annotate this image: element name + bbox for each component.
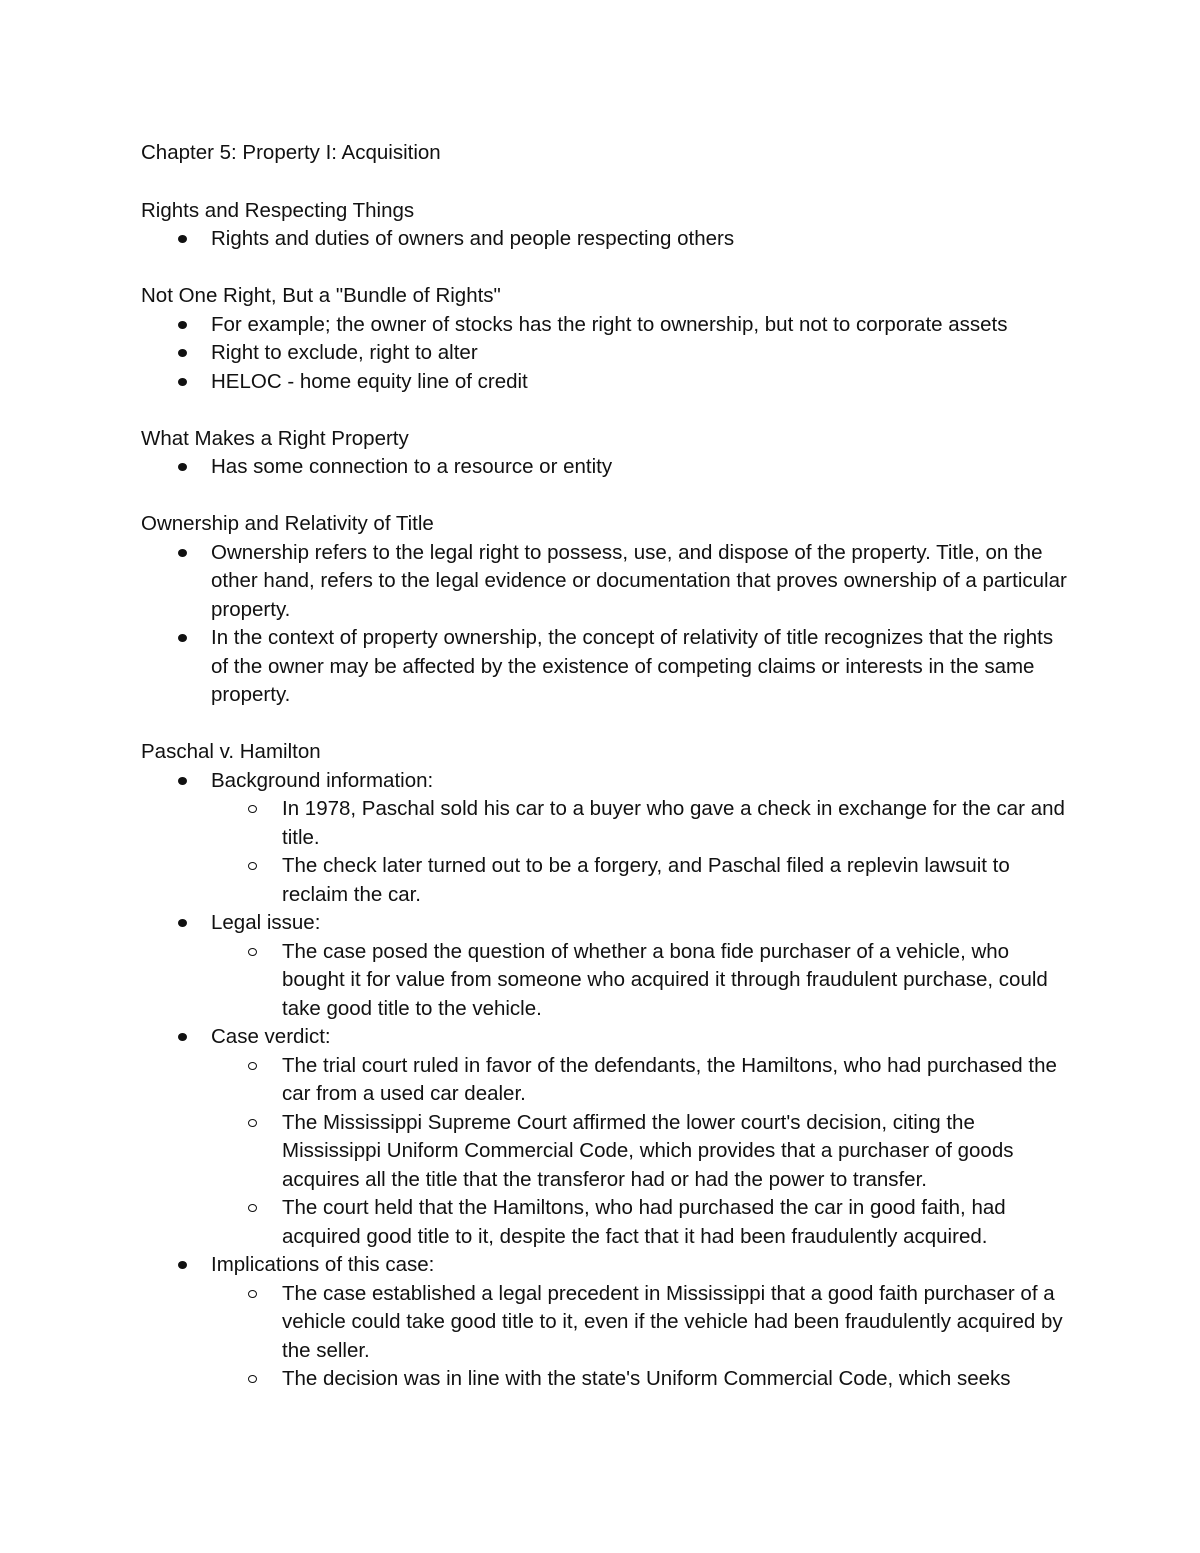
section [141, 197, 1071, 254]
list-item [141, 225, 1071, 254]
list-item-text: Has some connection to a resource or entity [211, 453, 1071, 482]
sub-bullet-list [211, 938, 1071, 1024]
list-item [141, 1251, 1071, 1394]
sub-list-item-text: The case posed the question of whether a bona fide purchaser of a vehicle, who bought it for value from someone who acquired it through fraudulent purchase, could take good title to the vehicle. [282, 938, 1071, 1024]
sub-list-item [211, 1052, 1071, 1109]
list-item [141, 539, 1071, 625]
list-item [141, 339, 1071, 368]
sub-list-item-text: The Mississippi Supreme Court affirmed the lower court's decision, citing the Mississippi Uniform Commercial Code, which provides that a purchaser of goods acquires all the title that the transferor had or had the power to transfer. [282, 1109, 1071, 1195]
section-heading: What Makes a Right Property [141, 426, 409, 450]
list-item-text: Legal issue: [211, 909, 1071, 938]
sub-list-item [211, 1365, 1071, 1394]
list-item-text: HELOC - home equity line of credit [211, 368, 1071, 397]
section [141, 738, 1071, 1394]
section-heading: Paschal v. Hamilton [141, 740, 321, 763]
sub-list-item [211, 795, 1071, 852]
list-item-text: For example; the owner of stocks has the right to ownership, but not to corporate assets [211, 311, 1071, 340]
sub-list-item [211, 1280, 1071, 1366]
document-page [141, 139, 1071, 1422]
bullet-list [141, 767, 1071, 1394]
section-heading: Rights and Respecting Things [141, 198, 415, 222]
sub-list-item-text: The check later turned out to be a forgery, and Paschal filed a replevin lawsuit to reclaim the car. [282, 852, 1071, 909]
list-item-text: Background information: [211, 767, 1071, 796]
list-item [141, 311, 1071, 340]
bullet-list [141, 311, 1071, 397]
sub-list-item [211, 1109, 1071, 1195]
sub-bullet-list [211, 1052, 1071, 1252]
document-title: Chapter 5: Property I: Acquisition [141, 141, 441, 164]
list-item-text: Ownership refers to the legal right to possess, use, and dispose of the property. Title, on the other hand, refers to the legal evidence or documentation that proves ownership of a particular property. [211, 539, 1071, 625]
list-item [141, 1023, 1071, 1251]
list-item-text: In the context of property ownership, the concept of relativity of title recognizes that the rights of the owner may be affected by the existence of competing claims or interests in the same property. [211, 624, 1071, 710]
section [141, 282, 1071, 396]
sub-list-item [211, 1194, 1071, 1251]
section [141, 425, 1071, 482]
list-item [141, 624, 1071, 710]
list-item-text: Rights and duties of owners and people respecting others [211, 225, 1071, 254]
sub-list-item-text: The trial court ruled in favor of the defendants, the Hamiltons, who had purchased the car from a used car dealer. [282, 1052, 1071, 1109]
section-heading: Not One Right, But a "Bundle of Rights" [141, 284, 501, 307]
list-item [141, 909, 1071, 1023]
list-item-text: Case verdict: [211, 1023, 1071, 1052]
list-item-text: Right to exclude, right to alter [211, 339, 1071, 368]
list-item [141, 453, 1071, 482]
section-heading: Ownership and Relativity of Title [141, 512, 434, 535]
sub-list-item [211, 938, 1071, 1024]
sub-list-item-text: The court held that the Hamiltons, who had purchased the car in good faith, had acquired good title to it, despite the fact that it had been fraudulently acquired. [282, 1194, 1071, 1251]
list-item-text: Implications of this case: [211, 1251, 1071, 1280]
bullet-list [141, 225, 1071, 254]
sub-bullet-list [211, 1280, 1071, 1394]
sub-list-item-text: In 1978, Paschal sold his car to a buyer who gave a check in exchange for the car and title. [282, 795, 1071, 852]
document-body [141, 197, 1071, 1394]
bullet-list [141, 453, 1071, 482]
bullet-list [141, 539, 1071, 710]
sub-list-item [211, 852, 1071, 909]
sub-bullet-list [211, 795, 1071, 909]
sub-list-item-text: The decision was in line with the state's Uniform Commercial Code, which seeks [282, 1365, 1071, 1394]
list-item [141, 368, 1071, 397]
list-item [141, 767, 1071, 910]
sub-list-item-text: The case established a legal precedent in Mississippi that a good faith purchaser of a vehicle could take good title to it, even if the vehicle had been fraudulently acquired by the seller. [282, 1280, 1071, 1366]
section [141, 510, 1071, 710]
